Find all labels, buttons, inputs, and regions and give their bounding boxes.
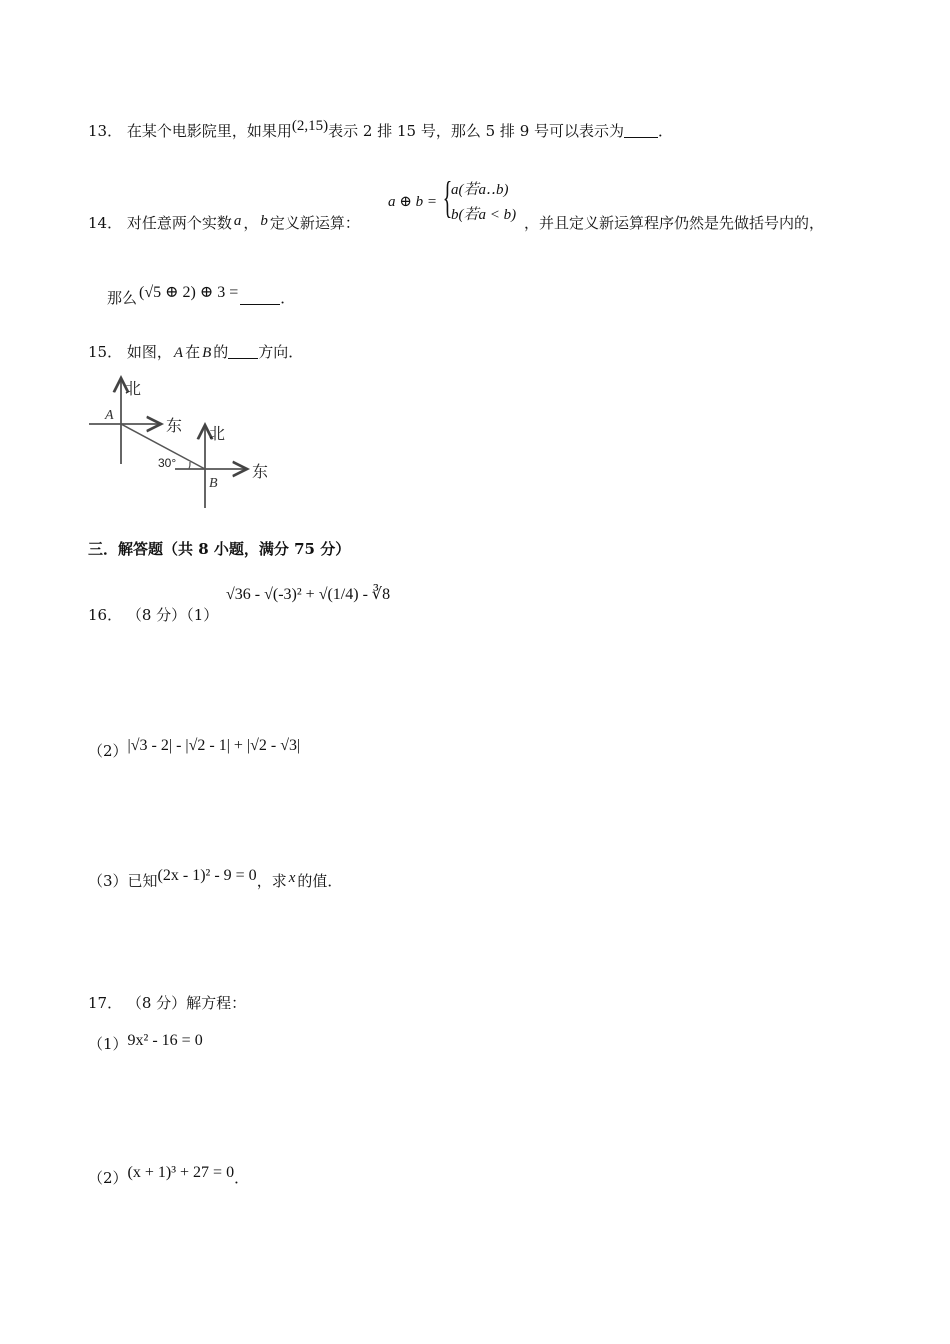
q15-text-pre: 如图，	[126, 343, 172, 361]
north-label-b: 北	[209, 424, 226, 443]
q15-number: 15．	[88, 343, 123, 361]
question-17	[88, 992, 246, 1013]
q17-part-1	[88, 1033, 203, 1054]
question-13	[88, 120, 673, 141]
q17-expression-2: (x + 1)³ + 27 = 0	[127, 1164, 235, 1181]
point-b-label: B	[209, 476, 218, 491]
q14-text-post: ，并且定义新运算程序仍然是先做括号内的，	[524, 214, 825, 232]
q16-number: 16．	[88, 606, 123, 624]
q14-var-a: a	[233, 213, 242, 229]
q13-answer-blank[interactable]	[624, 123, 658, 138]
q14-definition-lhs: a ⊕ b =	[388, 194, 437, 210]
q16-expression-3: (2x - 1)² - 9 = 0	[157, 867, 257, 884]
q13-text-pre: 在某个电影院里，如果用	[126, 122, 292, 140]
q15-direction-figure	[85, 370, 285, 515]
q14-case-2: b(若a < b)	[451, 207, 517, 223]
q17-part2-label: （2）	[88, 1169, 128, 1187]
q14-case-1: a(若a‥b)	[451, 182, 509, 198]
q17-number: 17．	[88, 994, 123, 1012]
q13-pair: (2,15)	[291, 118, 329, 134]
q16-score: （8 分）	[126, 606, 187, 624]
q17-score: （8 分）解方程：	[126, 994, 247, 1012]
angle-arc	[189, 462, 190, 469]
q16-expression-2: |√3 - 2| - |√2 - 1| + |√2 - √3|	[127, 737, 301, 754]
section-3-title: 三．解答题（共 8 小题，满分 75 分）	[88, 540, 351, 558]
q14-answer-blank[interactable]	[240, 290, 280, 305]
q16-part-3	[88, 867, 343, 891]
q16-expression-1: √36 - √(-3)² + √(1/4) - ∛8	[226, 586, 391, 603]
north-label-a: 北	[125, 379, 142, 398]
q13-number: 13．	[88, 122, 123, 140]
q15-var-b: B	[202, 345, 212, 361]
q14-number: 14．	[88, 214, 123, 232]
q15-de: 的	[213, 343, 229, 361]
q16-part3-label: （3）已知	[88, 872, 158, 890]
q17-expression-1: 9x² - 16 = 0	[127, 1032, 203, 1049]
q14-var-b: b	[260, 213, 268, 229]
q16-part1-label: （1）	[186, 606, 219, 624]
q17-part-2	[88, 1164, 250, 1188]
east-label-a: 东	[166, 416, 183, 435]
q16-part3-post: 的值．	[297, 872, 343, 890]
q14-comma: ，	[243, 214, 259, 232]
q15-answer-blank[interactable]	[228, 344, 258, 359]
q14-text-pre: 对任意两个实数	[126, 214, 232, 232]
q13-text-mid: 表示 2 排 15 号，那么 5 排 9 号可以表示为	[328, 122, 625, 140]
question-15	[88, 341, 303, 362]
q17-part1-label: （1）	[88, 1035, 128, 1053]
q16-part-2	[88, 737, 301, 761]
q14-period: ．	[280, 289, 296, 307]
q14-line2-pre: 那么	[107, 289, 138, 307]
q16-var-x: x	[288, 870, 296, 886]
q14-expression: (√5 ⊕ 2) ⊕ 3 =	[139, 284, 239, 301]
q16-part2-label: （2）	[88, 742, 128, 760]
angle-label: 30°	[158, 456, 177, 470]
q16-part3-mid: ，求	[256, 872, 287, 890]
q14-def: 定义新运算：	[269, 214, 360, 232]
q15-text-post: 方向．	[258, 343, 304, 361]
q15-var-a: A	[173, 345, 184, 361]
q15-in: 在	[185, 343, 201, 361]
q13-period: ．	[658, 122, 674, 140]
q14-brace: {	[442, 173, 453, 222]
q14-line-2	[107, 284, 296, 308]
east-label-b: 东	[252, 462, 269, 481]
q17-part2-post: ．	[234, 1169, 250, 1187]
question-16	[88, 604, 218, 625]
question-14	[88, 212, 360, 233]
point-a-label: A	[105, 408, 114, 423]
